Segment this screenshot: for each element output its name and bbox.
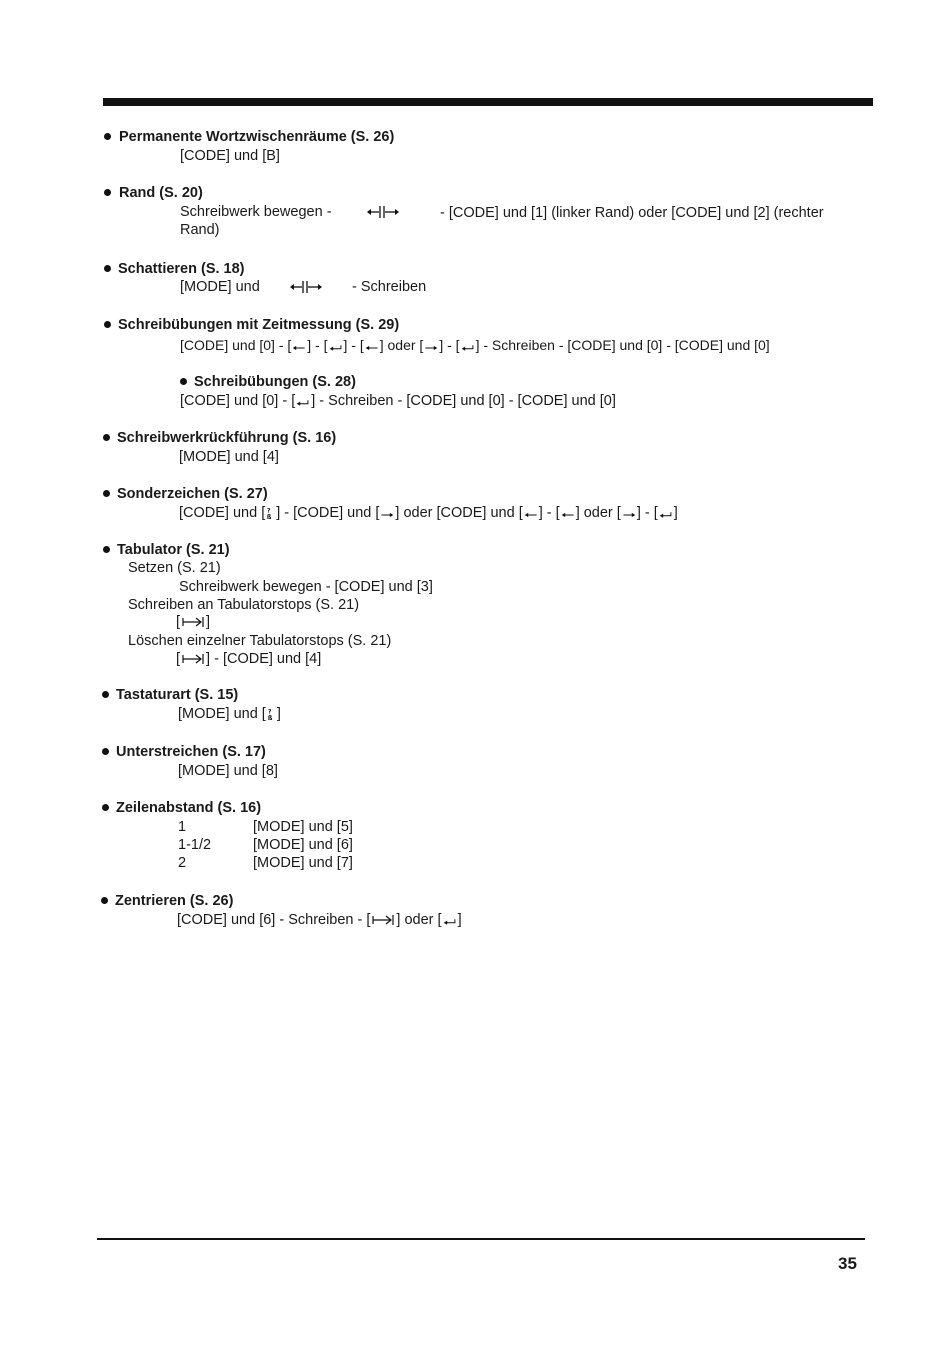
bullet (102, 748, 109, 755)
spacing-label: 1 (178, 819, 187, 835)
bullet (101, 897, 108, 904)
entry-heading: Unterstreichen (S. 17) (116, 744, 266, 760)
entry-heading: Zentrieren (S. 26) (115, 893, 234, 909)
entry-heading: Schreibübungen (S. 28) (194, 374, 356, 390)
bullet (104, 265, 111, 272)
arrow-right-key-icon (424, 344, 438, 352)
tab-key-icon (181, 616, 205, 628)
special-char-key-icon (266, 507, 275, 520)
tab-key-icon (181, 653, 205, 665)
bullet (104, 189, 111, 196)
entry-heading: Sonderzeichen (S. 27) (117, 486, 268, 502)
entry-heading: Tastaturart (S. 15) (116, 687, 239, 703)
entry-line: - [CODE] und [1] (linker Rand) oder [CODE] und [2] (rechter (440, 205, 824, 221)
special-char-key-icon (267, 708, 276, 721)
arrow-right-key-icon (380, 511, 394, 519)
bullet (104, 133, 111, 140)
entry-line: [CODE] und [6] - Schreiben - [ ] oder [ ] (177, 912, 462, 928)
return-key-icon (443, 918, 457, 926)
entry-heading: Schreibwerkrückführung (S. 16) (117, 430, 337, 446)
spacing-label: 1-1/2 (178, 837, 212, 853)
return-key-icon (461, 344, 475, 352)
spacing-value: [MODE] und [5] (253, 819, 353, 835)
margin-arrows-icon (289, 280, 323, 299)
margin-arrows-icon (366, 205, 400, 224)
return-key-icon (329, 344, 343, 352)
page-number: 35 (838, 1254, 857, 1273)
entry-subheading: Schreiben an Tabulatorstops (S. 21) (128, 597, 360, 613)
return-key-icon (296, 399, 310, 407)
entry-line: [MODE] und (180, 279, 260, 295)
entry-line: Schreibwerk bewegen - [CODE] und [3] (179, 579, 433, 595)
entry-heading: Permanente Wortzwischenräume (S. 26) (119, 129, 395, 145)
arrow-left-key-icon (524, 511, 538, 519)
entry-line: [CODE] und [0] - [ ] - Schreiben - [CODE] und [0] - [CODE] und [0] (180, 393, 616, 409)
entry-line: [CODE] und [B] (180, 148, 280, 164)
entry-subheading: Setzen (S. 21) (128, 560, 221, 576)
entry-heading: Tabulator (S. 21) (117, 542, 230, 558)
entry-heading: Rand (S. 20) (119, 185, 203, 201)
entry-heading: Schattieren (S. 18) (118, 261, 245, 277)
spacing-label: 2 (178, 855, 187, 871)
tab-key-icon (371, 914, 395, 926)
entry-line: [ ] (176, 614, 211, 630)
spacing-value: [MODE] und [6] (253, 837, 353, 853)
entry-line: [CODE] und [ ] - [CODE] und [ ] oder [CODE] und [ ] - [ ] oder [ ] - [ ] (179, 505, 678, 521)
entry-line: Schreibwerk bewegen - (180, 204, 332, 220)
entry-line: [MODE] und [8] (178, 763, 278, 779)
arrow-right-key-icon (622, 511, 636, 519)
return-key-icon (659, 511, 673, 519)
bottom-rule (97, 1238, 865, 1240)
bullet (103, 546, 110, 553)
bullet (102, 804, 109, 811)
spacing-value: [MODE] und [7] (253, 855, 353, 871)
bullet (180, 378, 187, 385)
entry-line: [ ] - [CODE] und [4] (176, 651, 322, 667)
entry-heading: Schreibübungen mit Zeitmessung (S. 29) (118, 317, 400, 333)
bullet (103, 434, 110, 441)
entry-heading: Zeilenabstand (S. 16) (116, 800, 262, 816)
arrow-left-key-icon (365, 344, 379, 352)
bullet (102, 691, 109, 698)
entry-line: - Schreiben (352, 279, 427, 295)
arrow-left-key-icon (292, 344, 306, 352)
top-rule (103, 98, 873, 106)
arrow-left-key-icon (561, 511, 575, 519)
entry-line: [MODE] und [4] (179, 449, 279, 465)
bullet (104, 321, 111, 328)
bullet (103, 490, 110, 497)
entry-line: Rand) (180, 222, 220, 238)
entry-line: [MODE] und [ ] (178, 706, 281, 722)
entry-line: [CODE] und [0] - [ ] - [ ] - [ ] oder [ ] - [ ] - Schreiben - [CODE] und [0] - [CODE] und [0] (180, 337, 770, 353)
entry-subheading: Löschen einzelner Tabulatorstops (S. 21) (128, 633, 392, 649)
